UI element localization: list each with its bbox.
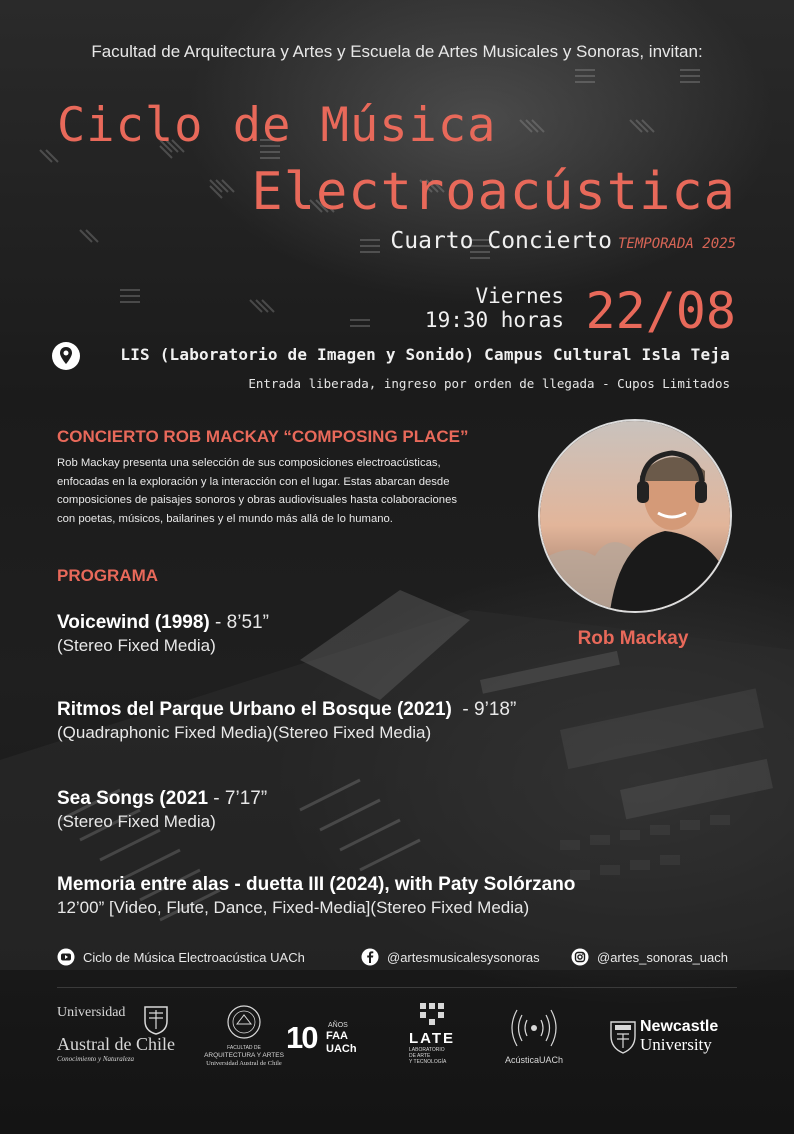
anniversary-small: AÑOS [328,1022,348,1029]
concert-heading: CONCIERTO ROB MACKAY “COMPOSING PLACE” [57,427,469,446]
late-line-3: Y TECNOLOGÍA [409,1059,447,1065]
uach-tagline: Conocimiento y Naturaleza [57,1055,134,1063]
program-item [57,788,267,832]
uach-crest-icon [143,1005,169,1035]
faa-line-2: ARQUITECTURA Y ARTES [204,1052,284,1059]
program-item [57,874,575,918]
anniversary-uach: UACh [326,1043,357,1055]
late-line-2: DE ARTE [409,1053,431,1059]
newcastle-line-1: Newcastle [640,1018,719,1035]
acustica-uach-logo [494,1004,574,1065]
day-label: Viernes [475,284,564,308]
newcastle-crest-icon [610,1020,636,1054]
location-pin-icon [52,342,80,370]
description-line: Rob Mackay presenta una selección de sus composiciones electroacústicas, [57,457,441,469]
acustica-name: AcústicaUACh [504,1055,564,1065]
concert-description [57,454,497,529]
anniversary-number: 10 [286,1020,317,1055]
piece-format: (Stereo Fixed Media) [57,636,216,655]
late-name: LATE [408,1030,456,1047]
time-label: 19:30 horas [424,308,564,332]
piece-duration: - 9’18” [451,699,517,720]
entry-text: Entrada liberada, ingreso por orden de llegada - Cupos Limitados [248,376,730,391]
piece-title: Ritmos del Parque Urbano el Bosque (2021) [57,699,452,720]
uach-line-1: Universidad [57,1005,126,1020]
description-line: enfocadas en la exploración y la interacción con el lugar. Estas abarcan desde [57,475,450,488]
instagram-handle: @artes_sonoras_uach [597,949,728,965]
late-grid-icon [419,1002,445,1026]
late-line-1: LABORATORIO [409,1047,445,1053]
program-item [57,699,516,743]
invitation-text: Facultad de Arquitectura y Artes y Escuela de Artes Musicales y Sonoras, invitan: [91,42,703,61]
faa-line-1: FACULTAD DE [227,1045,261,1051]
schedule [425,284,564,332]
program-heading: PROGRAMA [57,566,159,585]
piece-format: 12’00” [Video, Flute, Dance, Fixed-Media](Stereo Fixed Media) [57,898,530,917]
youtube-handle: Ciclo de Música Electroacústica UACh [83,949,305,965]
youtube-icon [57,948,75,966]
faa-line-3: Universidad Austral de Chile [206,1060,282,1067]
uach-line-2: Austral de Chile [57,1034,175,1054]
piece-format: (Quadraphonic Fixed Media)(Stereo Fixed Media) [57,723,432,742]
facebook-link[interactable] [361,948,540,966]
title-line-1: Ciclo de Música [57,98,497,153]
faa-logo [200,1004,288,1068]
newcastle-line-2: University [640,1035,712,1054]
concert-number: Cuarto Concierto [390,228,612,254]
description-line: con poetas, músicos, bailarines y el mundo más allá de lo humano. [57,513,393,526]
piece-title: Voicewind (1998) [57,612,210,633]
piece-duration: - 7’17” [208,788,268,809]
title-line-2: Electroacústica [251,162,736,222]
instagram-icon [571,948,589,966]
description-line: composiciones de paisajes sonoros y obras audiovisuales hasta colaboraciones [57,494,458,507]
program-item [57,612,269,656]
faa-10-years-logo [286,1020,366,1056]
piece-duration: - 8’51” [209,612,269,633]
divider [57,987,737,988]
season-label: TEMPORADA 2025 [617,236,736,252]
date-label: 22/08 [585,282,736,340]
uach-logo [57,1005,175,1063]
concert-subtitle [390,228,736,254]
facebook-handle: @artesmusicalesysonoras [387,949,540,965]
piece-title: Sea Songs (2021 [57,788,209,809]
youtube-link[interactable] [57,948,305,966]
facebook-icon [361,948,379,966]
piece-format: (Stereo Fixed Media) [57,812,216,831]
artist-photo [538,419,732,613]
faa-seal-icon [226,1004,262,1040]
sound-waves-icon [503,1004,565,1052]
piece-title: Memoria entre alas - duetta III (2024), with Paty Solórzano [57,874,576,895]
late-logo [403,1002,461,1065]
anniversary-faa: FAA [326,1030,348,1042]
instagram-link[interactable] [571,948,728,966]
artist-name: Rob Mackay [577,628,689,649]
venue-text: LIS (Laboratorio de Imagen y Sonido) Campus Cultural Isla Teja [120,345,730,364]
